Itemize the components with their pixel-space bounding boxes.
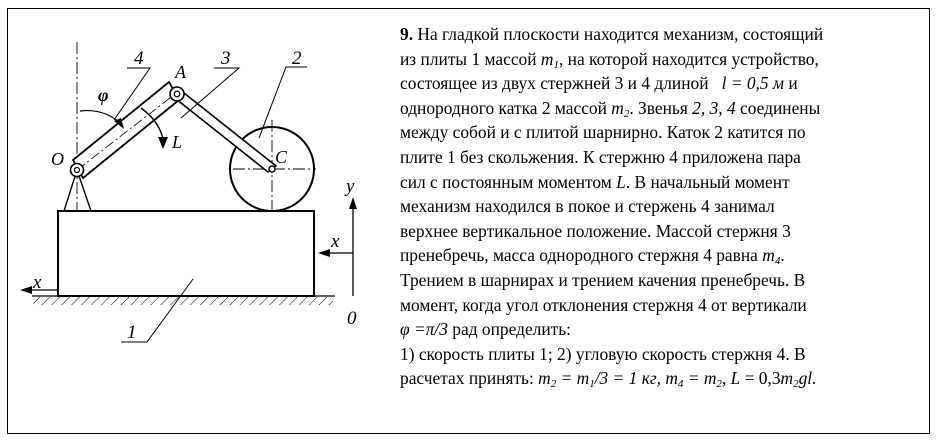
plate-1 <box>58 211 314 296</box>
mechanism-figure <box>0 0 400 440</box>
rod-3 <box>174 91 277 172</box>
problem-line: расчетах принять: $m_2 = m_1/3 = 1$ кг, $m_4 = m_2$, $L = 0,3m_2gl$. <box>400 368 817 391</box>
joint-o <box>71 164 84 177</box>
problem-line: верхнее вертикальное положение. Массой стержня 3 <box>400 220 791 241</box>
joint-a <box>170 87 184 101</box>
label-moment-l: L <box>172 132 183 152</box>
problem-text <box>400 22 918 391</box>
problem-line: φ =π/3 рад определить: <box>400 319 572 340</box>
label-angle-phi: φ <box>98 85 109 105</box>
problem-line: сил с постоянным моментом L. В начальный момент <box>400 171 790 192</box>
problem-line: 9. На гладкой плоскости находится механизм, состоящий <box>400 24 824 44</box>
label-axis-x-left: x <box>33 272 42 293</box>
problem-line: состоящее из двух стержней 3 и 4 длиной l = 0,5 м и <box>400 73 798 94</box>
problem-line: момент, когда угол отклонения стержня 4 от вертикали <box>400 294 807 315</box>
problem-line: 1) скорость плиты 1; 2) угловую скорость стержня 4. В <box>400 343 806 364</box>
rod-4 <box>73 82 179 178</box>
label-joint-a: A <box>175 62 186 82</box>
problem-line: механизм находился в покое и стержень 4 занимал <box>400 196 775 217</box>
label-center-c: C <box>275 147 288 167</box>
problem-line: из плиты 1 массой $m_1$, на которой находится устройство, <box>400 48 819 71</box>
problem-line: однородного катка 2 массой $m_2$. Звенья 2, 3, 4 соединены <box>400 97 821 120</box>
label-axis-y: y <box>346 176 355 197</box>
ground <box>32 296 335 305</box>
problem-line: между собой и с плитой шарнирно. Каток 2 катится по <box>400 122 806 143</box>
label-origin: 0 <box>347 308 357 329</box>
problem-number: 9. <box>400 24 414 44</box>
label-plate-1: 1 <box>127 322 137 343</box>
label-link-3: 3 <box>221 48 231 69</box>
label-wheel-2: 2 <box>292 48 302 69</box>
problem-line: плите 1 без скольжения. К стержню 4 приложена пара <box>400 146 801 167</box>
problem-line: пренебречь, масса однородного стержня 4 равна $m_4$. <box>400 245 785 268</box>
label-pivot-o: O <box>51 149 64 169</box>
problem-line: Трением в шарнирах и трением качения пренебречь. В <box>400 269 806 290</box>
label-axis-x-right: x <box>331 231 340 252</box>
label-link-4: 4 <box>134 48 144 69</box>
